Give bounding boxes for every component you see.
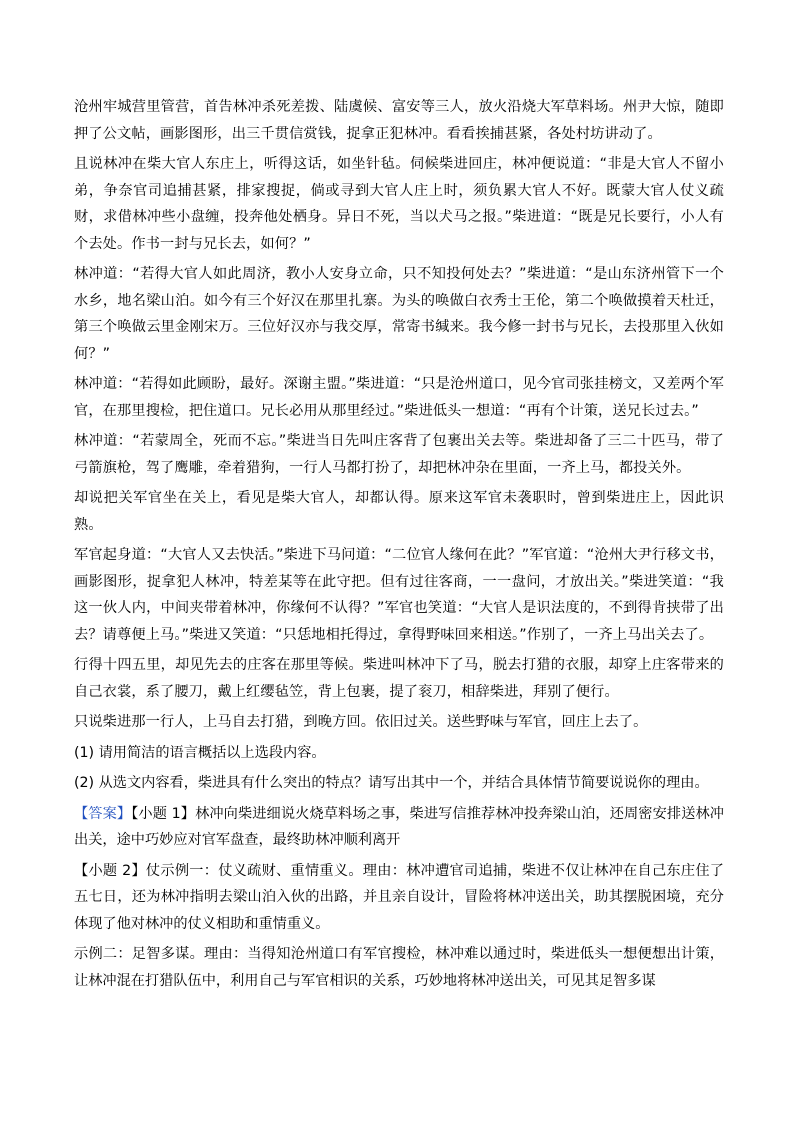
question-1: (1) 请用简洁的语言概括以上选段内容。 [74, 744, 326, 761]
answer-1-text: 林冲向柴进细说火烧草料场之事，柴进写信推荐林冲投奔梁山泊，还周密安排送林冲出关，途中巧妙应对官军盘查，最终助林冲顺利离开 [74, 805, 724, 848]
passage-paragraph-4: 林冲道：“若得如此顾盼，最好。深谢主盟。”柴进道：“只是沧州道口，见今官司张挂榜文，又差两个军官，在那里搜检，把住道口。兄长必用从那里经过。”柴进低头一想道：“再有个计策，送兄长过去。” [74, 376, 724, 419]
passage-paragraph-8: 行得十四五里，却见先去的庄客在那里等候。柴进叫林冲下了马，脱去打猎的衣服，却穿上庄客带来的自己衣裳，系了腰刀，戴上红缨毡笠，背上包裹，提了衮刀，相辞柴进，拜别了便行。 [74, 657, 724, 700]
passage-paragraph-5: 林冲道：“若蒙周全，死而不忘。”柴进当日先叫庄客背了包裹出关去等。柴进却备了三二十匹马，带了弓箭旗枪，驾了鹰雕，牵着猎狗，一行人马都打扮了，却把林冲杂在里面，一齐上马，都投关外。 [74, 433, 724, 476]
passage-paragraph-7: 军官起身道：“大官人又去快活。”柴进下马问道：“二位官人缘何在此？”军官道：“沧州大尹行移文书，画影图形，捉拿犯人林冲，特差某等在此守把。但有过往客商，一一盘问，才放出关。”柴进笑道：“我这一伙人内，中间夹带着林冲，你缘何不认得？”军官也笑道：“大官人是识法度的，不到得肯挟带了出去？请尊便上马。”柴进又笑道：“只恁地相托得过，拿得野味回来相送。”作别了，一齐上马出关去了。 [74, 547, 724, 643]
passage-paragraph-3: 林冲道：“若得大官人如此周济，教小人安身立命，只不知投何处去？”柴进道：“是山东济州管下一个水乡，地名梁山泊。如今有三个好汉在那里扎寨。为头的唤做白衣秀士王伦，第二个唤做摸着天杜迁，第三个唤做云里金刚宋万。三位好汉亦与我交厚，常寄书缄来。我今修一封书与兄长，去投那里入伙如何？” [74, 266, 724, 362]
document-page [74, 94, 724, 998]
passage-paragraph-2: 且说林冲在柴大官人东庄上，听得这话，如坐针毡。伺候柴进回庄，林冲便说道：“非是大官人不留小弟，争奈官司追捕甚紧，排家搜捉，倘或寻到大官人庄上时，须负累大官人不好。既蒙大官人仗义疏财，求借林冲些小盘缠，投奔他处栖身。异日不死，当以犬马之报。”柴进道：“既是兄长要行，小人有个去处。作书一封与兄长去，如何？” [74, 156, 724, 252]
passage-paragraph-1: 沧州牢城营里管营，首告林冲杀死差拨、陆虞候、富安等三人，放火沿烧大军草料场。州尹大惊，随即押了公文帖，画影图形，出三千贯信赏钱，捉拿正犯林冲。看看挨捕甚紧，各处村坊讲动了。 [74, 99, 724, 142]
passage-paragraph-6: 却说把关军官坐在关上，看见是柴大官人，却都认得。原来这军官未袭职时，曾到柴进庄上，因此识熟。 [74, 490, 724, 533]
answer-2 [74, 858, 724, 938]
sub-question-1-label: 【小题 1】 [131, 805, 196, 822]
passage-paragraph-9: 只说柴进那一行人，上马自去打猎，到晚方回。依旧过关。送些野味与军官，回庄上去了。 [74, 714, 648, 730]
answer-2-text: 仗示例一：仗义疏财、重情重义。理由：林冲遭官司追捕，柴进不仅让林冲在自己东庄住了五七日，还为林冲指明去梁山泊入伙的出路，并且亲自设计，冒险将林冲送出关，助其摆脱困境，充分体现了他对林冲的仗义相助和重情重义。 [74, 862, 724, 932]
answer-1 [74, 801, 724, 854]
answer-2-example-2: 示例二：足智多谋。理由：当得知沧州道口有军官搜检，林冲难以通过时，柴进低头一想便想出计策，让林冲混在打猎队伍中，利用自己与军官相识的关系，巧妙地将林冲送出关，可见其足智多谋 [74, 946, 724, 989]
sub-question-2-label: 【小题 2】 [74, 862, 146, 879]
answer-label: 【答案】 [74, 805, 132, 822]
question-2: (2) 从选文内容看，柴进具有什么突出的特点？请写出其中一个，并结合具体情节简要说说你的理由。 [74, 775, 709, 791]
